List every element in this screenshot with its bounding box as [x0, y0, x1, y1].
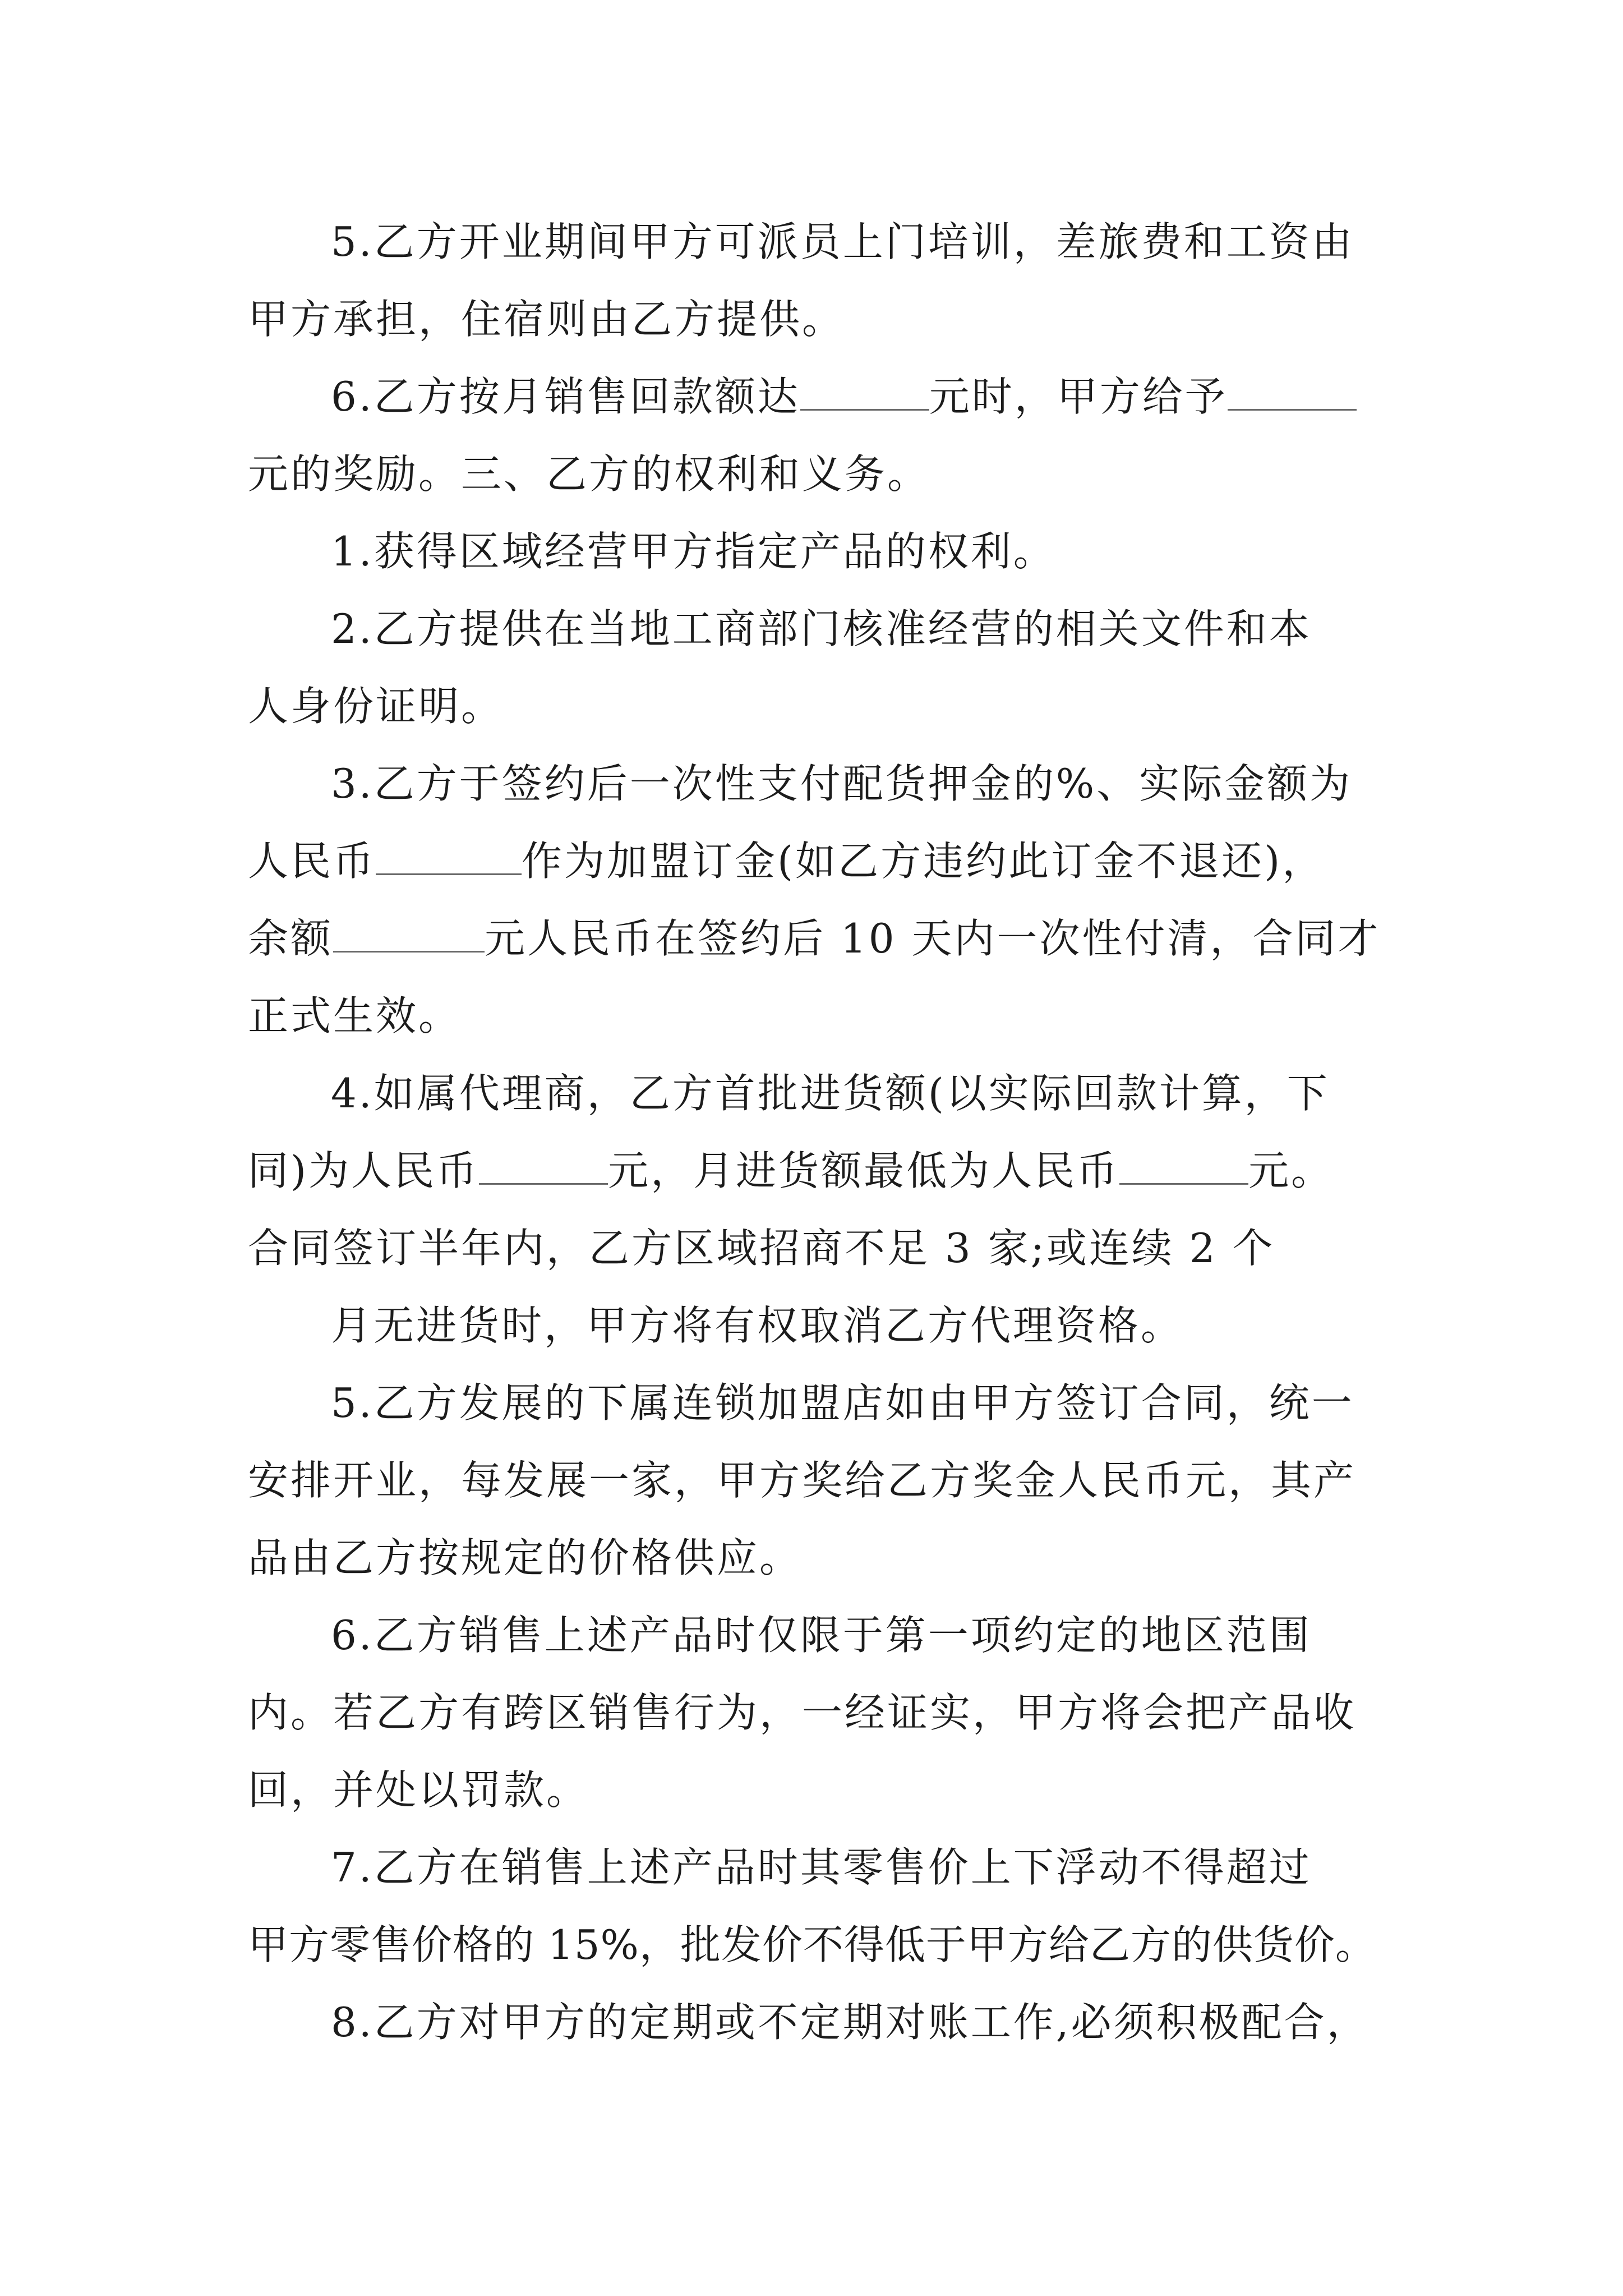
- text-line: [248, 910, 1380, 967]
- text-line: 安排开业，每发展一家，甲方奖给乙方奖金人民币元，其产: [248, 1457, 1357, 1504]
- text-line: 元的奖励。三、乙方的权利和义务。: [248, 450, 930, 498]
- text-segment: 6.乙方按月销售回款额达: [331, 373, 800, 420]
- fill-in-blank: [800, 370, 929, 411]
- text-segment: 余额: [248, 915, 334, 962]
- fill-in-blank: [479, 1144, 608, 1185]
- text-line: 1.获得区域经营甲方指定产品的权利。: [331, 528, 1056, 575]
- text-segment: 元，月进货额最低为人民币: [608, 1147, 1120, 1194]
- text-line: [248, 1143, 1334, 1199]
- text-segment: 元。: [1248, 1147, 1334, 1194]
- text-line: 甲方零售价格的 15%，批发价不得低于甲方给乙方的供货价。: [248, 1921, 1376, 1968]
- fill-in-blank: [1228, 370, 1357, 411]
- text-line: 回，并处以罚款。: [248, 1766, 589, 1814]
- text-line: 7.乙方在销售上述产品时其零售价上下浮动不得超过: [331, 1844, 1312, 1891]
- text-line: 甲方承担，住宿则由乙方提供。: [248, 296, 845, 343]
- text-line: 月无进货时，甲方将有权取消乙方代理资格。: [331, 1302, 1184, 1349]
- text-line: 5.乙方开业期间甲方可派员上门培训，差旅费和工资由: [331, 218, 1354, 265]
- text-line: 4.如属代理商，乙方首批进货额(以实际回款计算，下: [331, 1070, 1330, 1117]
- text-segment: 同)为人民币: [248, 1147, 479, 1194]
- fill-in-blank: [1119, 1144, 1248, 1185]
- text-line: 品由乙方按规定的价格供应。: [248, 1534, 803, 1581]
- text-segment: 元时，甲方给予: [929, 373, 1228, 420]
- text-line: [248, 833, 1325, 889]
- text-line: 内。若乙方有跨区销售行为，一经证实，甲方将会把产品收: [248, 1689, 1357, 1736]
- text-line: 合同签订半年内，乙方区域招商不足 3 家;或连续 2 个: [248, 1225, 1275, 1272]
- text-segment: 作为加盟订金(如乙方违约此订金不退还)，: [522, 838, 1325, 885]
- fill-in-blank: [376, 834, 522, 875]
- text-line: 6.乙方销售上述产品时仅限于第一项约定的地区范围: [331, 1612, 1312, 1659]
- text-line: 2.乙方提供在当地工商部门核准经营的相关文件和本: [331, 605, 1312, 652]
- text-line: 正式生效。: [248, 992, 462, 1039]
- text-line: 5.乙方发展的下属连锁加盟店如由甲方签订合同，统一: [331, 1379, 1354, 1427]
- text-line: 人身份证明。: [248, 683, 504, 730]
- text-line: [331, 369, 1357, 425]
- text-segment: 元人民币在签约后 10 天内一次性付清，合同才: [485, 915, 1381, 962]
- fill-in-blank: [333, 912, 485, 953]
- text-segment: 人民币: [248, 838, 376, 885]
- text-line: 3.乙方于签约后一次性支付配货押金的%、实际金额为: [331, 760, 1353, 807]
- text-line: 8.乙方对甲方的定期或不定期对账工作,必须积极配合，: [331, 1999, 1370, 2046]
